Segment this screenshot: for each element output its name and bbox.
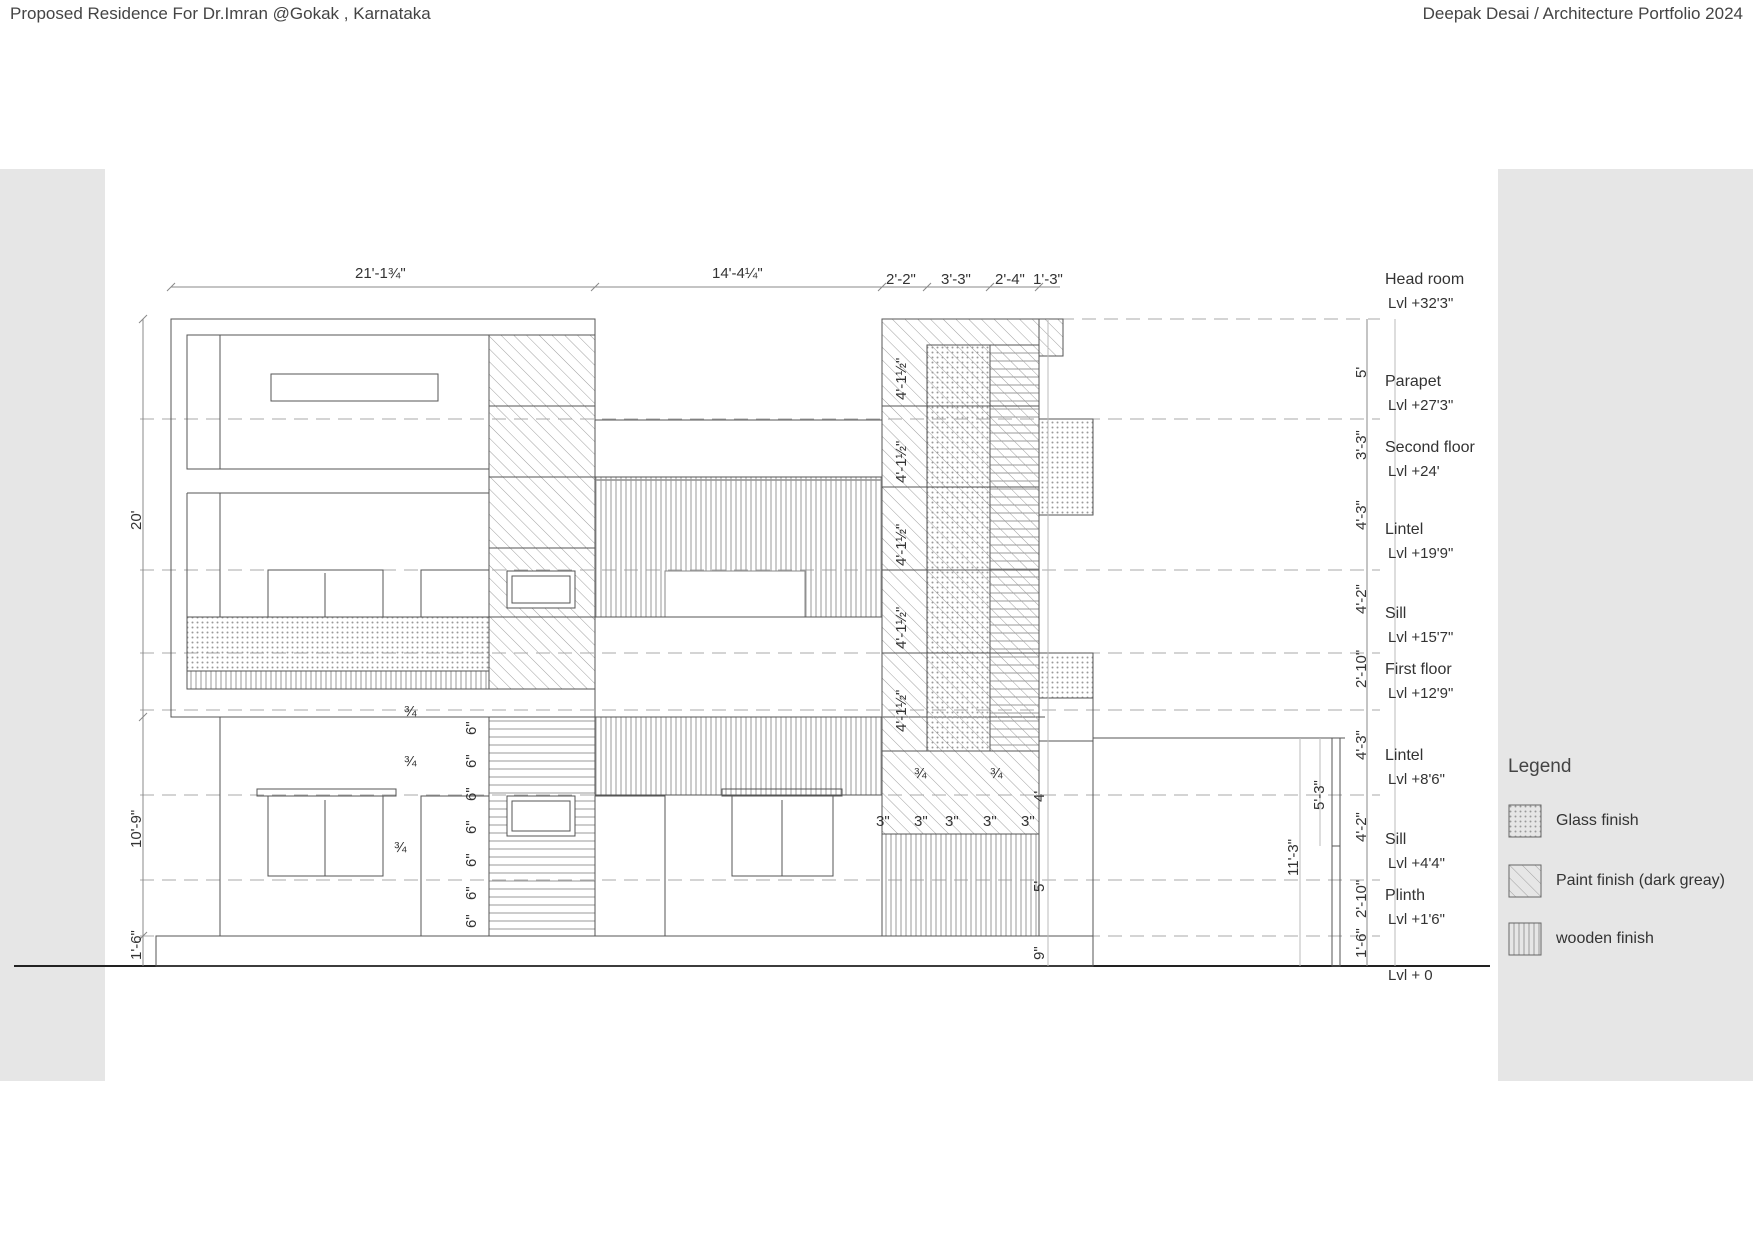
level-value-7: Lvl +4'4" bbox=[1388, 855, 1445, 872]
level-name-8: Plinth bbox=[1385, 887, 1426, 904]
tower-frac-2: ¾ bbox=[990, 765, 1003, 782]
right-dim-7: 2'-10" bbox=[1353, 879, 1370, 918]
level-name-3: Lintel bbox=[1385, 521, 1424, 538]
glass-railing-upper bbox=[187, 617, 489, 671]
parapet-middle bbox=[595, 420, 882, 480]
legend-label-wood: wooden finish bbox=[1556, 930, 1654, 947]
right-dim-4: 2'-10" bbox=[1353, 649, 1370, 688]
left-dim-upper: 20' bbox=[128, 510, 145, 530]
legend-title: Legend bbox=[1508, 756, 1572, 777]
ground-door-2 bbox=[595, 796, 665, 936]
plinth bbox=[156, 936, 1093, 966]
stair-frac-2: ¾ bbox=[404, 753, 417, 770]
tower-frac-1: ¾ bbox=[914, 765, 927, 782]
top-dim-3: 2'-2" bbox=[886, 271, 916, 288]
clerestory-window bbox=[271, 374, 438, 401]
left-dim-lower: 10'-9" bbox=[128, 809, 145, 848]
paint-column-upper bbox=[489, 335, 595, 689]
paint-swatch-icon bbox=[1508, 864, 1542, 898]
level-name-2: Second floor bbox=[1385, 439, 1475, 456]
top-dim-1: 21'-1¾" bbox=[355, 265, 406, 282]
level-name-6: Lintel bbox=[1385, 747, 1424, 764]
tower-dim-1: 4'-1½" bbox=[893, 357, 910, 400]
stair-six-3: 6" bbox=[463, 787, 480, 801]
tower-dim-3: 4'-1½" bbox=[893, 523, 910, 566]
stair-six-4: 6" bbox=[463, 820, 480, 834]
annex-dim-2: 11'-3" bbox=[1285, 838, 1302, 876]
level-value-4: Lvl +15'7" bbox=[1388, 629, 1454, 646]
level-value-6: Lvl +8'6" bbox=[1388, 771, 1445, 788]
tower-dim-four: 4' bbox=[1031, 790, 1048, 802]
portfolio-title: Deepak Desai / Architecture Portfolio 2024 bbox=[1422, 4, 1743, 23]
tower-dim-2: 4'-1½" bbox=[893, 440, 910, 483]
stair-six-5: 6" bbox=[463, 853, 480, 867]
right-dim-1: 3'-3" bbox=[1353, 430, 1370, 460]
top-dim-5: 2'-4" bbox=[995, 271, 1025, 288]
right-dim-5: 4'-3" bbox=[1353, 730, 1370, 760]
stair-frac-1: ¾ bbox=[404, 703, 417, 720]
glass-swatch-icon bbox=[1508, 804, 1542, 838]
stair-six-6: 6" bbox=[463, 886, 480, 900]
wooden-tower-base bbox=[882, 834, 1039, 936]
stair-six-7: 6" bbox=[463, 914, 480, 928]
stair-frac-3: ¾ bbox=[394, 839, 407, 856]
level-value-3: Lvl +19'9" bbox=[1388, 545, 1454, 562]
right-dim-6: 4'-2" bbox=[1353, 812, 1370, 842]
tower-dim-nine: 9" bbox=[1031, 946, 1048, 960]
tower-bottom-dim-1: 3" bbox=[876, 813, 890, 830]
right-dim-3: 4'-2" bbox=[1353, 584, 1370, 614]
level-value-8: Lvl +1'6" bbox=[1388, 911, 1445, 928]
wood-swatch-icon bbox=[1508, 922, 1542, 956]
level-name-5: First floor bbox=[1385, 661, 1452, 678]
tower-bottom-dim-5: 3" bbox=[1021, 813, 1035, 830]
wooden-panel-middle-lower bbox=[595, 717, 882, 795]
legend-item-wood bbox=[1508, 922, 1654, 956]
top-dim-6: 1'-3" bbox=[1033, 271, 1063, 288]
tower-bottom-dim-3: 3" bbox=[945, 813, 959, 830]
legend-label-glass: Glass finish bbox=[1556, 812, 1639, 829]
level-name-4: Sill bbox=[1385, 605, 1407, 622]
stair-six-1: 6" bbox=[463, 721, 480, 735]
right-dim-2: 4'-3" bbox=[1353, 500, 1370, 530]
right-dim-0: 5' bbox=[1353, 366, 1370, 378]
annex-dim-1: 5'-3" bbox=[1311, 780, 1328, 810]
tower-dim-4: 4'-1½" bbox=[893, 606, 910, 649]
right-dim-8: 1'-6" bbox=[1353, 928, 1370, 958]
level-name-0: Head room bbox=[1385, 271, 1465, 288]
top-dim-4: 3'-3" bbox=[941, 271, 971, 288]
level-value-2: Lvl +24' bbox=[1388, 463, 1440, 480]
top-dim-2: 14'-4¼" bbox=[712, 265, 763, 282]
legend-item-paint bbox=[1508, 864, 1725, 898]
project-title: Proposed Residence For Dr.Imran @Gokak , Karnataka bbox=[10, 4, 431, 23]
tower-dim-five: 5' bbox=[1031, 880, 1048, 892]
stair-six-2: 6" bbox=[463, 754, 480, 768]
legend-label-paint: Paint finish (dark greay) bbox=[1556, 872, 1725, 889]
tower-bottom-dim-4: 3" bbox=[983, 813, 997, 830]
level-value-0: Lvl +32'3" bbox=[1388, 295, 1454, 312]
level-value-9: Lvl + 0 bbox=[1388, 967, 1433, 984]
tower-dim-5: 4'-1½" bbox=[893, 689, 910, 732]
level-name-7: Sill bbox=[1385, 831, 1407, 848]
level-labels bbox=[1385, 271, 1476, 984]
level-value-5: Lvl +12'9" bbox=[1388, 685, 1454, 702]
level-name-1: Parapet bbox=[1385, 373, 1442, 390]
left-dim-plinth: 1'-6" bbox=[128, 930, 145, 960]
upper-window-2 bbox=[421, 570, 489, 617]
legend-item-glass bbox=[1508, 804, 1639, 838]
level-value-1: Lvl +27'3" bbox=[1388, 397, 1454, 414]
tower-bottom-dim-2: 3" bbox=[914, 813, 928, 830]
